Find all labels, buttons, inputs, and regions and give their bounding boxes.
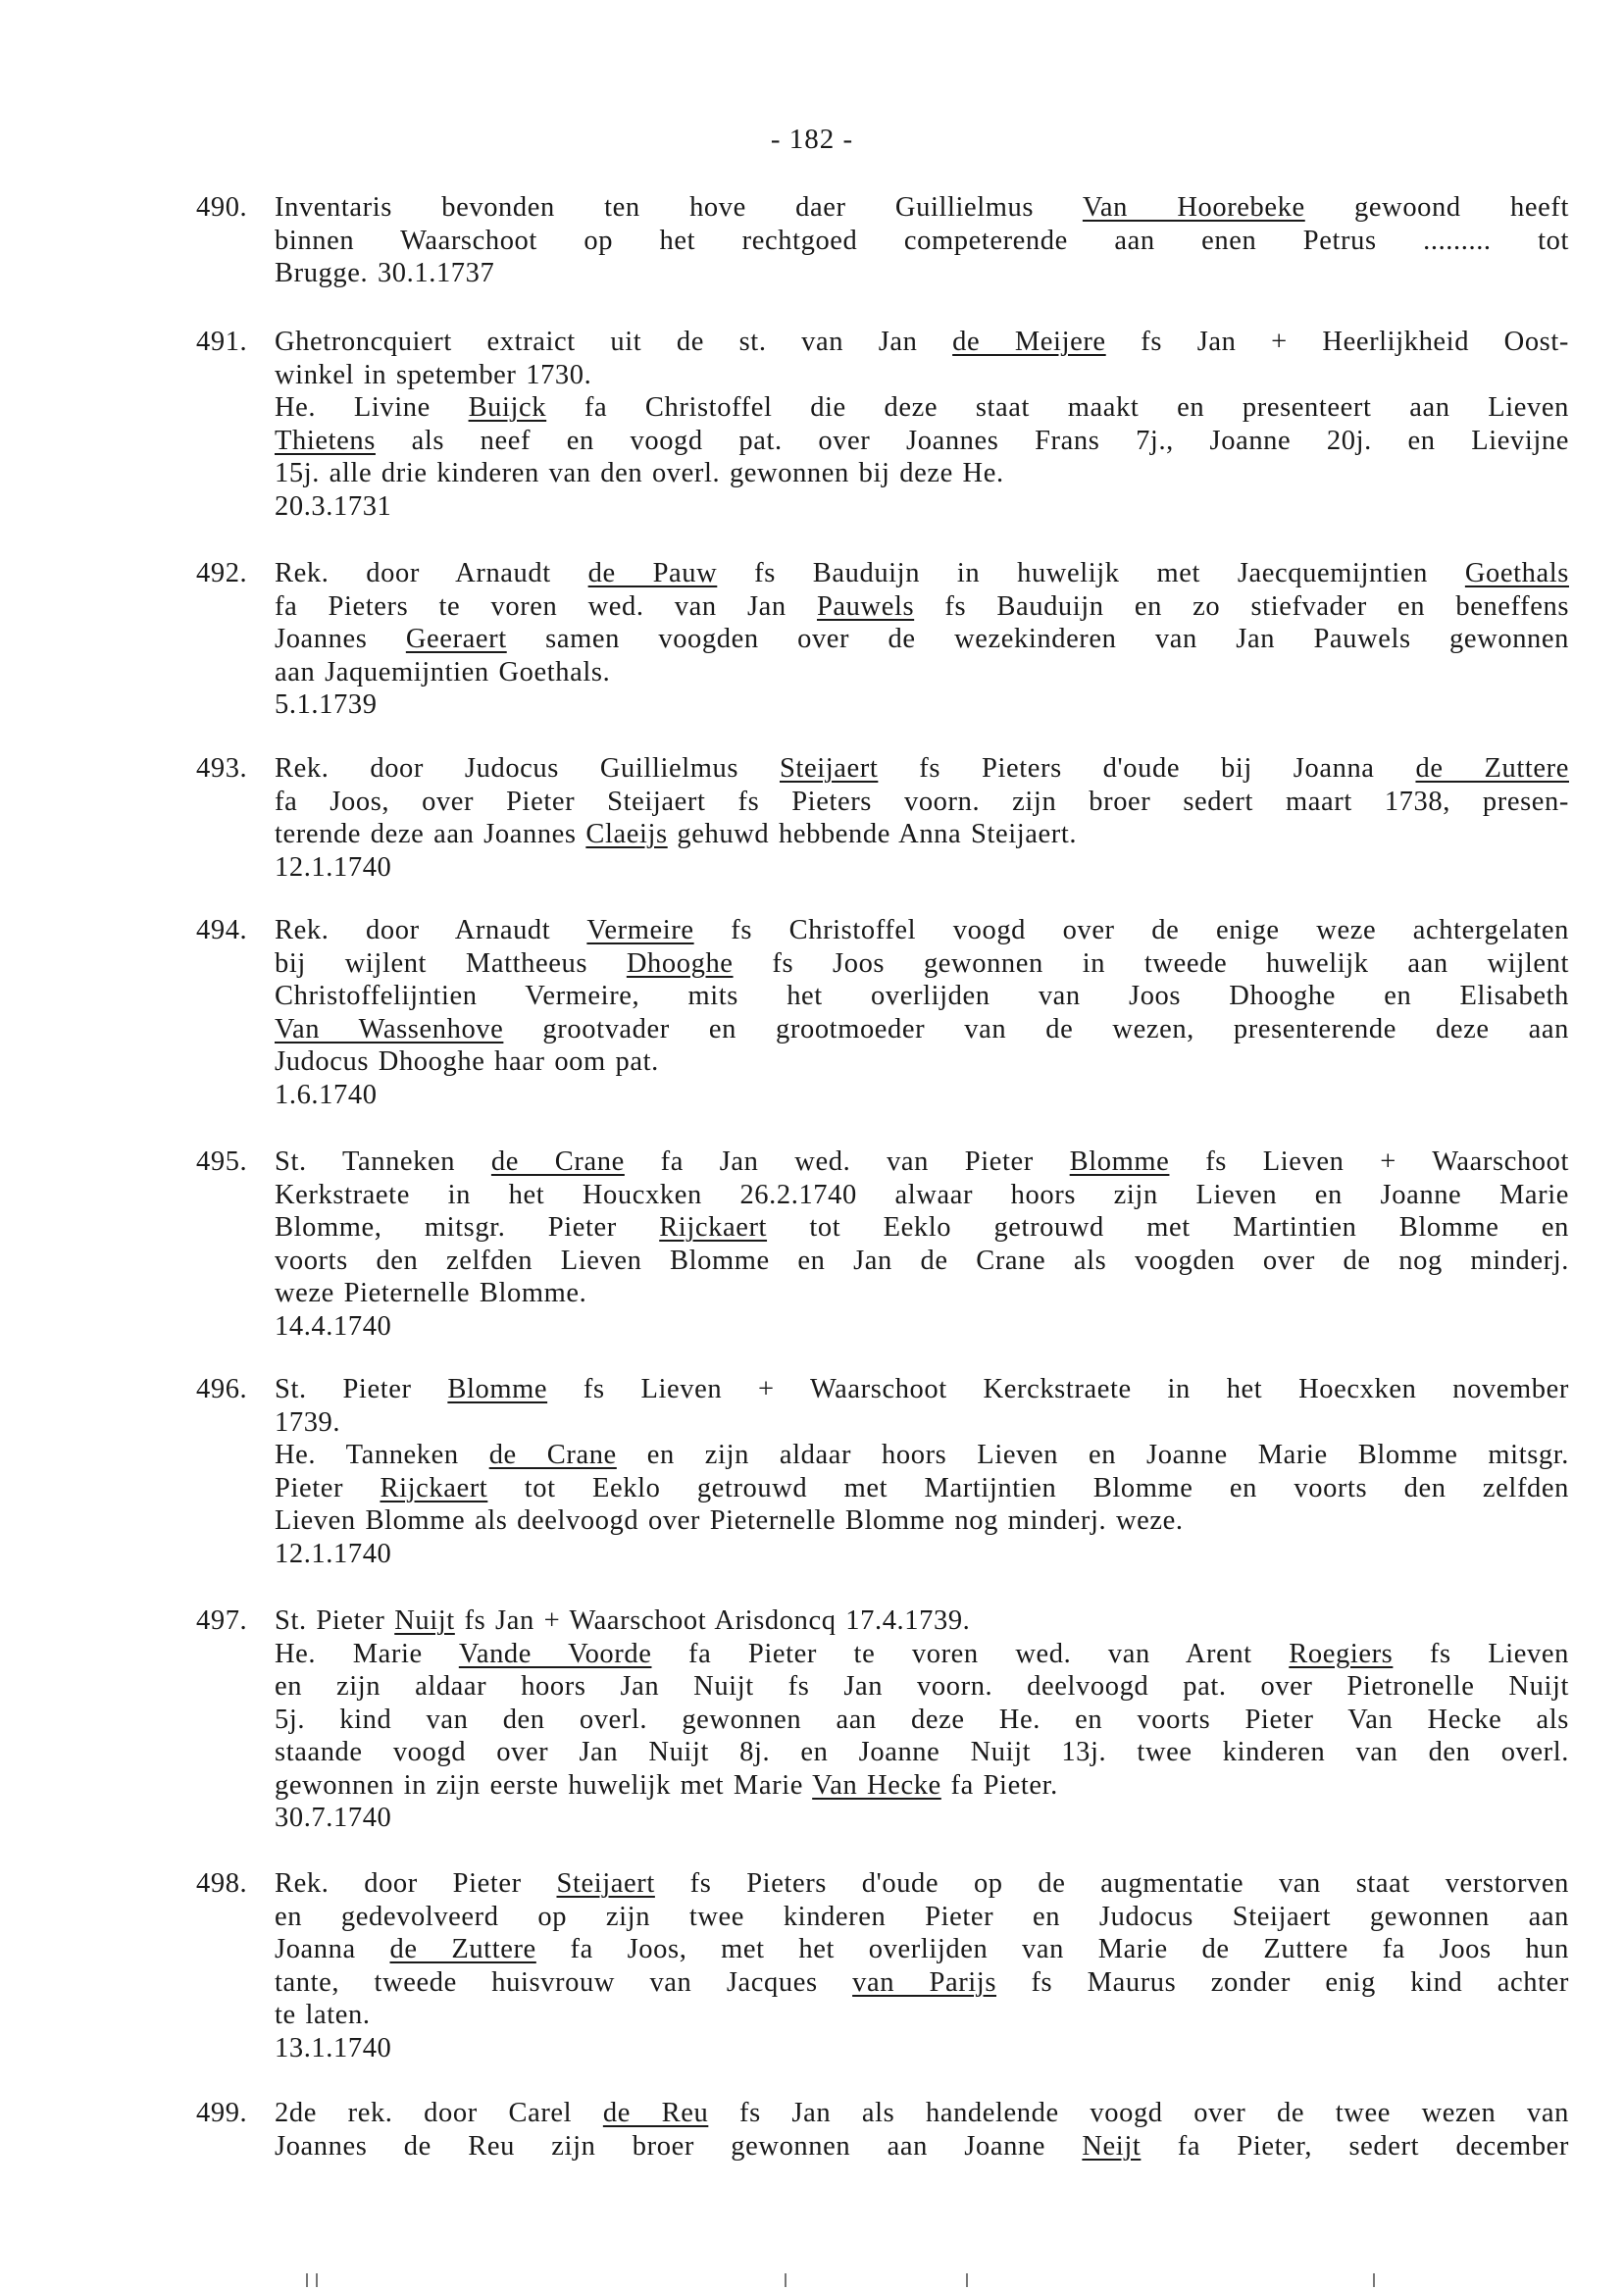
- entry-number: 499.: [196, 2098, 248, 2128]
- underlined-name: Rijckaert: [659, 1212, 768, 1243]
- text-run: 20.3.1731: [275, 490, 392, 522]
- underlined-name: de Zuttere: [1415, 753, 1569, 784]
- text-run: Rek. door Judocus Guillielmus: [275, 753, 780, 784]
- text-run: St. Pieter: [275, 1605, 395, 1636]
- text-run: 5j. kind van den overl. gewonnen aan deze He. en voorts Pieter Van Hecke als: [275, 1704, 1569, 1735]
- entry-body: [275, 914, 1569, 1111]
- text-line: [275, 457, 1569, 490]
- underlined-name: Pauwels: [816, 590, 915, 622]
- underlined-name: de Zuttere: [389, 1934, 536, 1964]
- text-line: [275, 1638, 1569, 1671]
- entry-body: [275, 1867, 1569, 2064]
- text-run: gehuwd hebbende Anna Steijaert.: [667, 819, 1078, 849]
- entry-number: 497.: [196, 1605, 248, 1636]
- text-run: te laten.: [275, 2000, 371, 2030]
- text-line: [275, 1373, 1569, 1406]
- underlined-name: Claeijs: [585, 819, 668, 849]
- text-run: weze Pieternelle Blomme.: [275, 1278, 587, 1308]
- text-run: Christoffelijntien Vermeire, mits het overlijden van Joos Dhooghe en Elisabeth: [275, 981, 1569, 1011]
- text-run: fs Lieven + Waarschoot: [1169, 1146, 1570, 1177]
- text-run: grootvader en grootmoeder van de wezen, presenterende deze aan: [503, 1013, 1569, 1044]
- text-run: fs Bauduijn en zo stiefvader en beneffens: [914, 590, 1570, 622]
- underlined-name: Steijaert: [779, 753, 879, 784]
- entry-number: 491.: [196, 327, 248, 357]
- text-run: fs Lieven + Waarschoot Kerckstraete in het Hoecxken november: [547, 1374, 1569, 1404]
- text-line: [275, 1472, 1569, 1505]
- text-line: [275, 1310, 1569, 1344]
- entry-number: 495.: [196, 1146, 248, 1177]
- entry-number: 496.: [196, 1374, 248, 1404]
- text-run: terende deze aan Joannes: [275, 819, 586, 849]
- text-run: 13.1.1740: [275, 2032, 392, 2063]
- text-run: 30.7.1740: [275, 1803, 392, 1833]
- text-run: tot Eeklo getrouwd met Martijntien Blomme en voorts den zelfden: [487, 1472, 1569, 1503]
- text-line: [275, 2097, 1569, 2130]
- text-line: [275, 1277, 1569, 1310]
- text-run: Blomme, mitsgr. Pieter: [275, 1212, 660, 1243]
- underlined-name: Goethals: [1464, 558, 1569, 588]
- text-line: [275, 1245, 1569, 1278]
- text-line: [275, 914, 1569, 947]
- entry-body: [275, 1604, 1569, 1835]
- underlined-name: Van Wassenhove: [275, 1013, 504, 1044]
- text-line: [275, 1079, 1569, 1112]
- text-run: binnen Waarschoot op het rechtgoed competerende aan enen Petrus ......... tot: [275, 225, 1569, 256]
- text-line: [275, 1538, 1569, 1571]
- text-line: [275, 2032, 1569, 2065]
- text-line: [275, 1901, 1569, 1934]
- text-line: [275, 1146, 1569, 1179]
- text-run: Joannes: [275, 624, 406, 654]
- text-line: [275, 1013, 1569, 1046]
- text-line: [275, 359, 1569, 392]
- text-run: St. Tanneken: [275, 1146, 491, 1177]
- text-run: St. Pieter: [275, 1374, 448, 1404]
- scan-mark: [316, 2273, 318, 2287]
- underlined-name: Steijaert: [556, 1868, 655, 1899]
- text-run: Inventaris bevonden ten hove daer Guillielmus: [275, 192, 1083, 223]
- text-line: [275, 1999, 1569, 2032]
- text-run: He. Tanneken: [275, 1440, 489, 1470]
- text-run: Pieter: [275, 1472, 381, 1503]
- text-run: Rek. door Arnaudt: [275, 558, 588, 588]
- underlined-name: de Reu: [602, 2098, 709, 2128]
- text-run: fs Jan + Waarschoot Arisdoncq 17.4.1739.: [454, 1605, 971, 1636]
- scan-mark: [785, 2273, 787, 2287]
- underlined-name: Van Hoorebeke: [1082, 192, 1305, 223]
- text-line: [275, 1966, 1569, 2000]
- text-run: 15j. alle drie kinderen van den overl. gewonnen bij deze He.: [275, 458, 1004, 488]
- text-run: fs Maurus zonder enig kind achter: [996, 1966, 1569, 1998]
- text-line: [275, 1802, 1569, 1835]
- text-line: [275, 257, 1569, 290]
- underlined-name: Rijckaert: [380, 1472, 488, 1503]
- text-run: 12.1.1740: [275, 851, 392, 883]
- text-run: en zijn aldaar hoors Lieven en Joanne Marie Blomme mitsgr.: [616, 1440, 1570, 1470]
- text-line: [275, 191, 1569, 225]
- text-run: en gedevolveerd op zijn twee kinderen Pieter en Judocus Steijaert gewonnen aan: [275, 1901, 1569, 1932]
- text-run: winkel in spetember 1730.: [275, 359, 592, 390]
- text-line: [275, 786, 1569, 819]
- entry-number: 498.: [196, 1868, 248, 1899]
- text-run: fs Jan + Heerlijkheid Oost-: [1105, 327, 1569, 357]
- text-line: [275, 1704, 1569, 1737]
- text-run: als neef en voogd pat. over Joannes Frans 7j., Joanne 20j. en Lievijne: [375, 425, 1569, 456]
- text-line: [275, 557, 1569, 590]
- text-line: [275, 326, 1569, 359]
- entry-body: [275, 191, 1569, 290]
- underlined-name: Dhooghe: [626, 947, 734, 979]
- underlined-name: Vande Voorde: [458, 1638, 652, 1669]
- text-run: fs Joos gewonnen in tweede huwelijk aan wijlent: [733, 947, 1569, 979]
- entry-number: 490.: [196, 192, 248, 223]
- underlined-name: de Crane: [488, 1440, 617, 1470]
- text-line: [275, 1604, 1569, 1638]
- text-run: en zijn aldaar hoors Jan Nuijt fs Jan voorn. deelvoogd pat. over Pietronelle Nuijt: [275, 1671, 1569, 1702]
- scan-mark: [306, 2273, 308, 2287]
- text-run: 14.4.1740: [275, 1310, 392, 1342]
- text-run: fa Joos, met het overlijden van Marie de Zuttere fa Joos hun: [535, 1934, 1570, 1964]
- scan-mark: [966, 2273, 968, 2287]
- text-run: fa Christoffel die deze staat maakt en presenteert aan Lieven: [546, 392, 1569, 423]
- text-run: fa Pieter, sedert december: [1141, 2130, 1570, 2162]
- text-line: [275, 1867, 1569, 1901]
- text-run: fa Pieters te voren wed. van Jan: [275, 590, 817, 622]
- underlined-name: de Meijere: [952, 327, 1106, 357]
- text-line: [275, 1045, 1569, 1079]
- text-run: fa Jan wed. van Pieter: [624, 1146, 1070, 1177]
- text-run: tante, tweede huisvrouw van Jacques: [275, 1966, 853, 1998]
- text-run: fa Pieter.: [940, 1769, 1058, 1801]
- text-line: [275, 1439, 1569, 1472]
- text-line: [275, 851, 1569, 885]
- text-line: [275, 947, 1569, 981]
- text-line: [275, 1406, 1569, 1440]
- entry-number: 492.: [196, 558, 248, 588]
- text-line: [275, 752, 1569, 786]
- text-run: Lieven Blomme als deelvoogd over Pieternelle Blomme nog minderj. weze.: [275, 1505, 1184, 1536]
- text-run: fa Pieter te voren wed. van Arent: [651, 1638, 1290, 1669]
- text-run: tot Eeklo getrouwd met Martintien Blomme en: [767, 1212, 1569, 1243]
- underlined-name: de Crane: [490, 1146, 625, 1177]
- text-run: fs Lieven: [1393, 1638, 1569, 1669]
- text-run: He. Livine: [275, 392, 469, 423]
- underlined-name: Nuijt: [394, 1605, 455, 1636]
- entry-body: [275, 1146, 1569, 1343]
- text-line: [275, 688, 1569, 722]
- scan-edge-marks: [0, 2273, 1624, 2291]
- text-line: [275, 1933, 1569, 1966]
- text-run: He. Marie: [275, 1638, 459, 1669]
- text-run: bij wijlent Mattheeus: [275, 947, 627, 979]
- text-run: samen voogden over de wezekinderen van Jan Pauwels gewonnen: [506, 624, 1569, 654]
- underlined-name: Vermeire: [586, 915, 694, 945]
- text-run: 2de rek. door Carel: [275, 2098, 603, 2128]
- text-run: 5.1.1739: [275, 689, 378, 720]
- text-run: 12.1.1740: [275, 1538, 392, 1569]
- text-line: [275, 1769, 1569, 1803]
- entry-number: 493.: [196, 753, 248, 784]
- text-line: [275, 656, 1569, 689]
- text-run: fs Christoffel voogd over de enige weze achtergelaten: [693, 915, 1569, 945]
- text-line: [275, 225, 1569, 258]
- text-line: [275, 490, 1569, 524]
- text-run: staande voogd over Jan Nuijt 8j. en Joanne Nuijt 13j. twee kinderen van den overl.: [275, 1737, 1569, 1767]
- text-run: gewoond heeft: [1304, 192, 1569, 223]
- text-line: [275, 1504, 1569, 1538]
- underlined-name: Roegiers: [1289, 1638, 1394, 1669]
- text-line: [275, 1211, 1569, 1245]
- scan-mark: [1373, 2273, 1375, 2287]
- text-line: [275, 1736, 1569, 1769]
- entry-body: [275, 326, 1569, 523]
- text-line: [275, 425, 1569, 458]
- entry-body: [275, 1373, 1569, 1570]
- text-run: Rek. door Pieter: [275, 1868, 557, 1899]
- text-run: fs Pieters d'oude op de augmentatie van staat verstorven: [654, 1868, 1569, 1899]
- text-run: Ghetroncquiert extraict uit de st. van Jan: [275, 327, 953, 357]
- underlined-name: de Pauw: [587, 558, 718, 588]
- text-run: fs Bauduijn in huwelijk met Jaecquemijntien: [717, 558, 1465, 588]
- page-number: - 182 -: [770, 124, 854, 155]
- text-run: Rek. door Arnaudt: [275, 915, 587, 945]
- text-run: Judocus Dhooghe haar oom pat.: [275, 1046, 659, 1077]
- text-run: fs Jan als handelende voogd over de twee wezen van: [708, 2098, 1569, 2128]
- text-run: 1739.: [275, 1406, 341, 1438]
- text-line: [275, 2130, 1569, 2164]
- underlined-name: Blomme: [1069, 1146, 1170, 1177]
- underlined-name: Buijck: [468, 392, 547, 423]
- text-run: gewonnen in zijn eerste huwelijk met Marie: [275, 1769, 813, 1801]
- text-run: Brugge. 30.1.1737: [275, 258, 495, 288]
- underlined-name: van Parijs: [852, 1966, 997, 1998]
- text-line: [275, 590, 1569, 624]
- underlined-name: Thietens: [275, 425, 376, 456]
- text-line: [275, 391, 1569, 425]
- text-line: [275, 1670, 1569, 1704]
- entry-body: [275, 752, 1569, 884]
- text-run: Joanna: [275, 1934, 390, 1964]
- entry-number: 494.: [196, 915, 248, 945]
- text-run: Joannes de Reu zijn broer gewonnen aan Joanne: [275, 2130, 1083, 2162]
- text-run: aan Jaquemijntien Goethals.: [275, 656, 611, 687]
- entry-body: [275, 557, 1569, 722]
- underlined-name: Geeraert: [405, 624, 507, 654]
- underlined-name: Blomme: [447, 1374, 548, 1404]
- text-line: [275, 818, 1569, 851]
- text-run: fa Joos, over Pieter Steijaert fs Pieters voorn. zijn broer sedert maart 1738, presen-: [275, 786, 1569, 817]
- underlined-name: Van Hecke: [812, 1769, 941, 1801]
- text-run: fs Pieters d'oude bij Joanna: [878, 753, 1416, 784]
- text-run: Kerkstraete in het Houcxken 26.2.1740 alwaar hoors zijn Lieven en Joanne Marie: [275, 1179, 1569, 1210]
- text-line: [275, 1179, 1569, 1212]
- text-line: [275, 980, 1569, 1013]
- entry-body: [275, 2097, 1569, 2163]
- text-run: 1.6.1740: [275, 1079, 378, 1110]
- text-run: voorts den zelfden Lieven Blomme en Jan de Crane als voogden over de nog minderj.: [275, 1245, 1569, 1276]
- underlined-name: Neijt: [1082, 2130, 1142, 2162]
- text-line: [275, 623, 1569, 656]
